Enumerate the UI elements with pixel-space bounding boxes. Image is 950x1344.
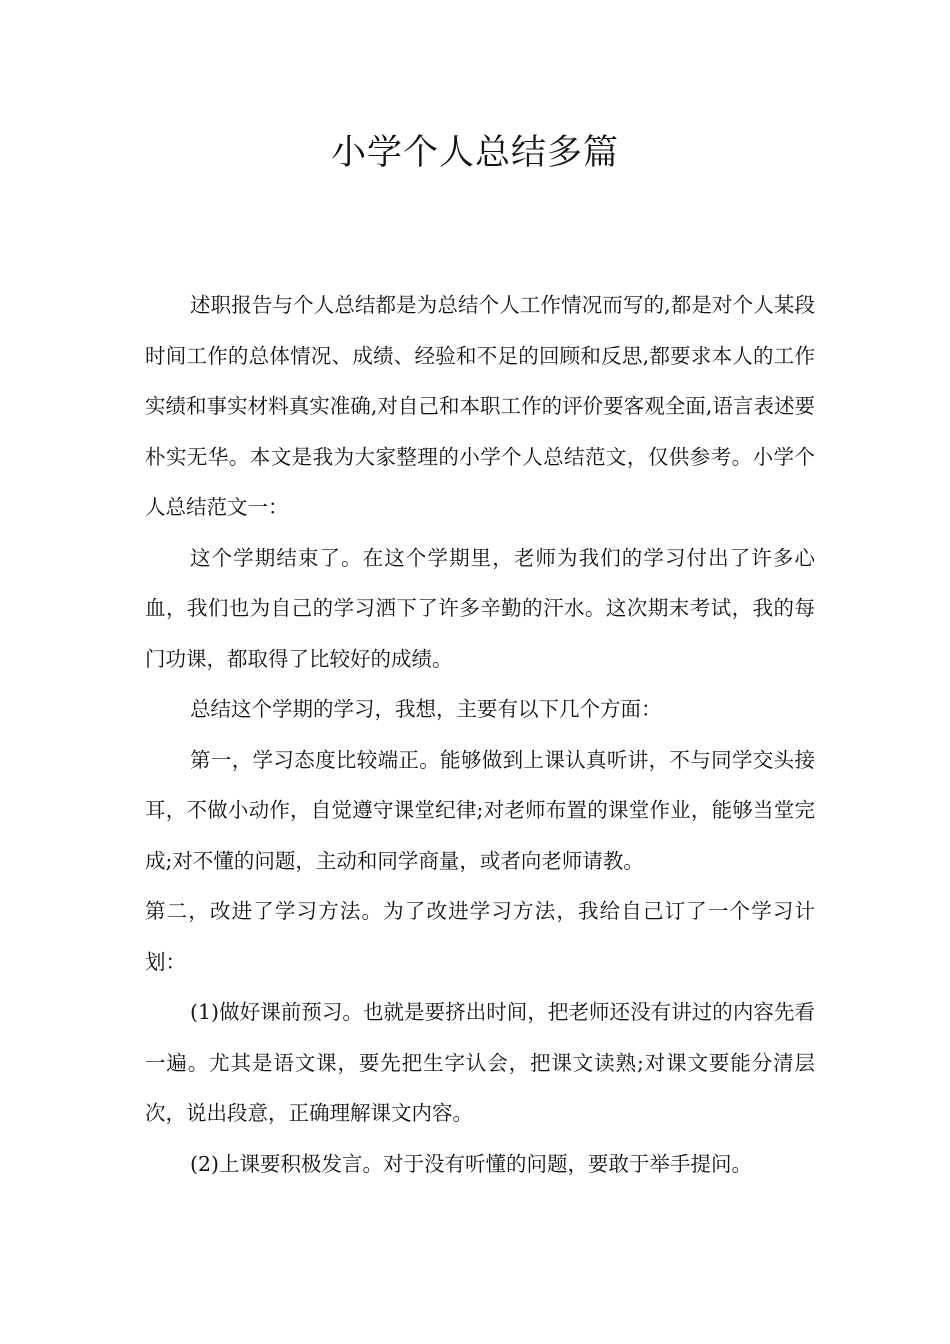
paragraph-item-2: (2)上课要积极发言。对于没有听懂的问题，要敢于举手提问。 — [190, 1151, 753, 1176]
paragraph-point-two: 第二，改进了学习方法。为了改进学习方法，我给自己订了一个学习计划： — [145, 899, 815, 974]
paragraph-semester-end: 这个学期结束了。在这个学期里，老师为我们的学习付出了许多心血，我们也为自己的学习洒下了许多辛勤的汗水。这次期末考试，我的每门功课，都取得了比较好的成绩。 — [145, 545, 815, 671]
paragraph-summary-aspects: 总结这个学期的学习，我想，主要有以下几个方面： — [190, 697, 662, 721]
document-body — [145, 280, 815, 1189]
paragraph-intro: 述职报告与个人总结都是为总结个人工作情况而写的,都是对个人某段时间工作的总体情况、成绩、经验和不足的回顾和反思,都要求本人的工作实绩和事实材料真实准确,对自己和本职工作的评价要客观全面,语言表述要朴实无华。本文是我为大家整理的小学个人总结范文，仅供参考。小学个人总结范文一： — [145, 293, 815, 519]
paragraph-point-one: 第一，学习态度比较端正。能够做到上课认真听讲，不与同学交头接耳，不做小动作，自觉遵守课堂纪律;对老师布置的课堂作业，能够当堂完成;对不懂的问题，主动和同学商量，或者向老师请教。 — [145, 747, 815, 873]
paragraph-item-1: (1)做好课前预习。也就是要挤出时间，把老师还没有讲过的内容先看一遍。尤其是语文课，要先把生字认会，把课文读熟;对课文要能分清层次，说出段意，正确理解课文内容。 — [145, 1000, 815, 1125]
document-title: 小学个人总结多篇 — [330, 133, 619, 173]
